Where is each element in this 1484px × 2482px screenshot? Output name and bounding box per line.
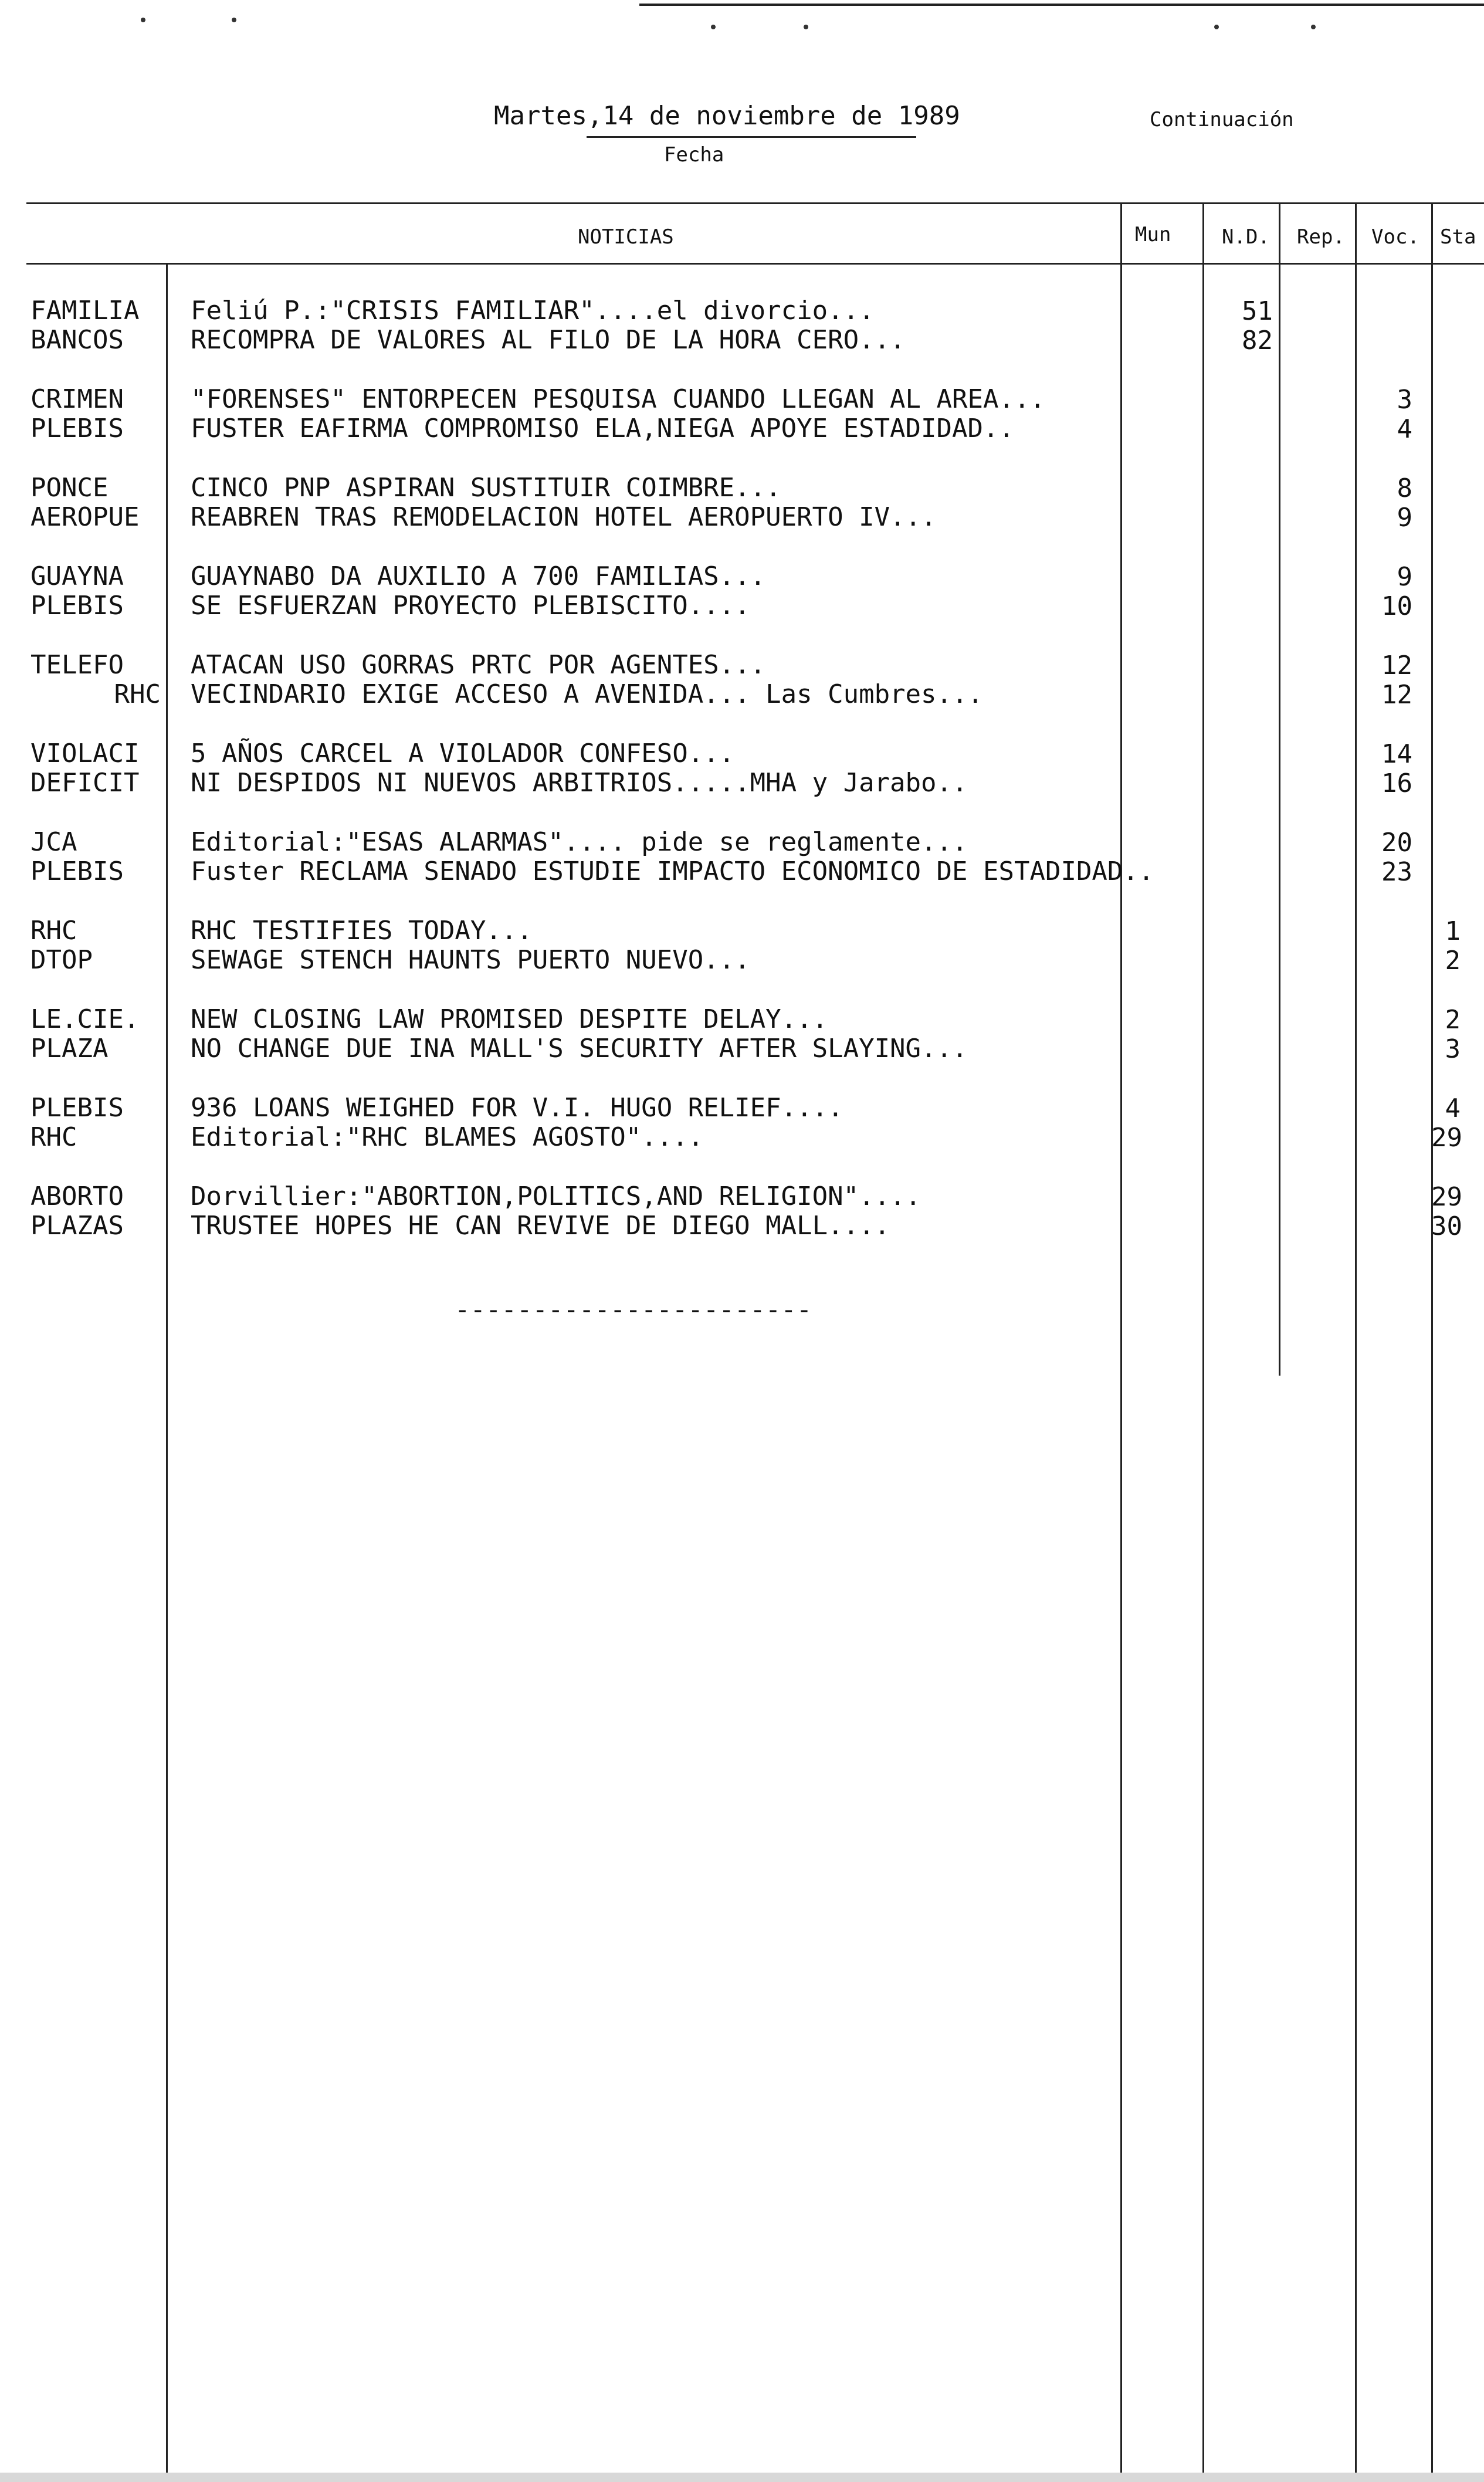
row-voc-page: 9 — [1397, 562, 1412, 592]
row-voc-page: 16 — [1381, 768, 1412, 798]
row-headline: REABREN TRAS REMODELACION HOTEL AEROPUERTO IV... — [191, 502, 937, 532]
row-nd-page: 51 — [1242, 296, 1273, 326]
row-sta-page: 29 — [1431, 1182, 1462, 1212]
row-voc-page: 12 — [1381, 651, 1412, 680]
row-headline: Fuster RECLAMA SENADO ESTUDIE IMPACTO ECONOMICO DE ESTADIDAD.. — [191, 856, 1154, 886]
row-category: FAMILIA — [31, 296, 140, 326]
punch-dot — [1214, 25, 1219, 29]
column-divider — [1431, 202, 1433, 2482]
row-category: JCA — [31, 827, 77, 857]
row-category: PLEBIS — [31, 856, 124, 886]
row-voc-page: 12 — [1381, 680, 1412, 710]
row-category: VIOLACI — [31, 739, 140, 768]
column-divider — [166, 263, 168, 2482]
row-headline: NI DESPIDOS NI NUEVOS ARBITRIOS.....MHA y Jarabo.. — [191, 768, 968, 798]
row-headline: 5 AÑOS CARCEL A VIOLADOR CONFESO... — [191, 739, 735, 768]
row-headline: SEWAGE STENCH HAUNTS PUERTO NUEVO... — [191, 945, 750, 975]
date-caption: Fecha — [664, 143, 724, 167]
row-voc-page: 10 — [1381, 591, 1412, 621]
row-voc-page: 4 — [1397, 414, 1412, 444]
row-headline: Feliú P.:"CRISIS FAMILIAR"....el divorcio... — [191, 296, 875, 326]
row-category: DTOP — [31, 945, 93, 975]
row-sta-page: 30 — [1431, 1211, 1462, 1241]
date-underline — [587, 136, 916, 138]
column-divider — [1120, 202, 1122, 2482]
row-headline: RHC TESTIFIES TODAY... — [191, 916, 533, 946]
document-date: Martes,14 de noviembre de 1989 — [494, 101, 960, 131]
column-header-nd: N.D. — [1222, 225, 1270, 249]
row-category: DEFICIT — [31, 768, 140, 798]
table-top-rule — [26, 202, 1484, 204]
column-header-mun: Mun — [1135, 223, 1171, 246]
row-headline: "FORENSES" ENTORPECEN PESQUISA CUANDO LLEGAN AL AREA... — [191, 384, 1045, 414]
row-sta-page: 2 — [1445, 1005, 1461, 1035]
row-category: GUAYNA — [31, 561, 124, 591]
row-category: PLEBIS — [31, 591, 124, 621]
row-headline: TRUSTEE HOPES HE CAN REVIVE DE DIEGO MALL.... — [191, 1211, 890, 1241]
continuation-label: Continuación — [1150, 108, 1294, 131]
row-category: AEROPUE — [31, 502, 140, 532]
row-headline: ATACAN USO GORRAS PRTC POR AGENTES... — [191, 650, 766, 680]
row-voc-page: 8 — [1397, 473, 1412, 503]
column-header-noticias: NOTICIAS — [578, 225, 674, 249]
row-category: BANCOS — [31, 325, 124, 355]
scan-edge — [0, 2473, 1484, 2482]
punch-dot — [232, 18, 236, 22]
row-voc-page: 14 — [1381, 739, 1412, 769]
row-headline: RECOMPRA DE VALORES AL FILO DE LA HORA CERO... — [191, 325, 906, 355]
table-header-rule — [26, 263, 1484, 265]
row-category: ABORTO — [31, 1181, 124, 1211]
row-voc-page: 3 — [1397, 385, 1412, 415]
row-sta-page: 3 — [1445, 1034, 1461, 1064]
punch-dot — [1311, 25, 1316, 29]
closing-separator: ----------------------- — [455, 1295, 812, 1325]
row-category: TELEFO — [31, 650, 124, 680]
row-category: CRIMEN — [31, 384, 124, 414]
row-voc-page: 9 — [1397, 503, 1412, 533]
column-divider — [1202, 202, 1204, 2482]
row-category: PONCE — [31, 473, 109, 503]
punch-dot — [711, 25, 716, 29]
column-header-voc: Voc. — [1371, 225, 1419, 249]
row-headline: 936 LOANS WEIGHED FOR V.I. HUGO RELIEF.... — [191, 1093, 843, 1123]
row-category: RHC — [114, 679, 161, 709]
top-rule — [639, 4, 1484, 6]
row-sta-page: 4 — [1445, 1093, 1461, 1123]
row-category: LE.CIE. — [31, 1004, 140, 1034]
row-nd-page: 82 — [1242, 326, 1273, 355]
row-sta-page: 29 — [1431, 1123, 1462, 1153]
row-headline: SE ESFUERZAN PROYECTO PLEBISCITO.... — [191, 591, 750, 621]
row-headline: FUSTER EAFIRMA COMPROMISO ELA,NIEGA APOYE ESTADIDAD.. — [191, 414, 1014, 443]
row-headline: Editorial:"RHC BLAMES AGOSTO".... — [191, 1122, 704, 1152]
column-divider — [1355, 202, 1357, 2482]
row-sta-page: 2 — [1445, 946, 1461, 976]
row-voc-page: 20 — [1381, 828, 1412, 858]
column-divider — [1279, 202, 1280, 1376]
row-category: RHC — [31, 1122, 77, 1152]
row-headline: Dorvillier:"ABORTION,POLITICS,AND RELIGION".... — [191, 1181, 921, 1211]
row-category: PLEBIS — [31, 1093, 124, 1123]
row-category: RHC — [31, 916, 77, 946]
row-headline: NO CHANGE DUE INA MALL'S SECURITY AFTER SLAYING... — [191, 1034, 968, 1064]
row-category: PLAZA — [31, 1034, 109, 1064]
row-sta-page: 1 — [1445, 916, 1461, 946]
row-headline: GUAYNABO DA AUXILIO A 700 FAMILIAS... — [191, 561, 766, 591]
row-category: PLAZAS — [31, 1211, 124, 1241]
row-headline: CINCO PNP ASPIRAN SUSTITUIR COIMBRE... — [191, 473, 781, 503]
row-category: PLEBIS — [31, 414, 124, 443]
row-headline: Editorial:"ESAS ALARMAS".... pide se reglamente... — [191, 827, 968, 857]
row-headline: VECINDARIO EXIGE ACCESO A AVENIDA... Las Cumbres... — [191, 679, 984, 709]
column-header-sta: Sta — [1440, 225, 1476, 249]
punch-dot — [804, 25, 808, 29]
column-header-rep: Rep. — [1297, 225, 1345, 249]
punch-dot — [141, 18, 145, 22]
row-headline: NEW CLOSING LAW PROMISED DESPITE DELAY... — [191, 1004, 828, 1034]
row-voc-page: 23 — [1381, 857, 1412, 887]
